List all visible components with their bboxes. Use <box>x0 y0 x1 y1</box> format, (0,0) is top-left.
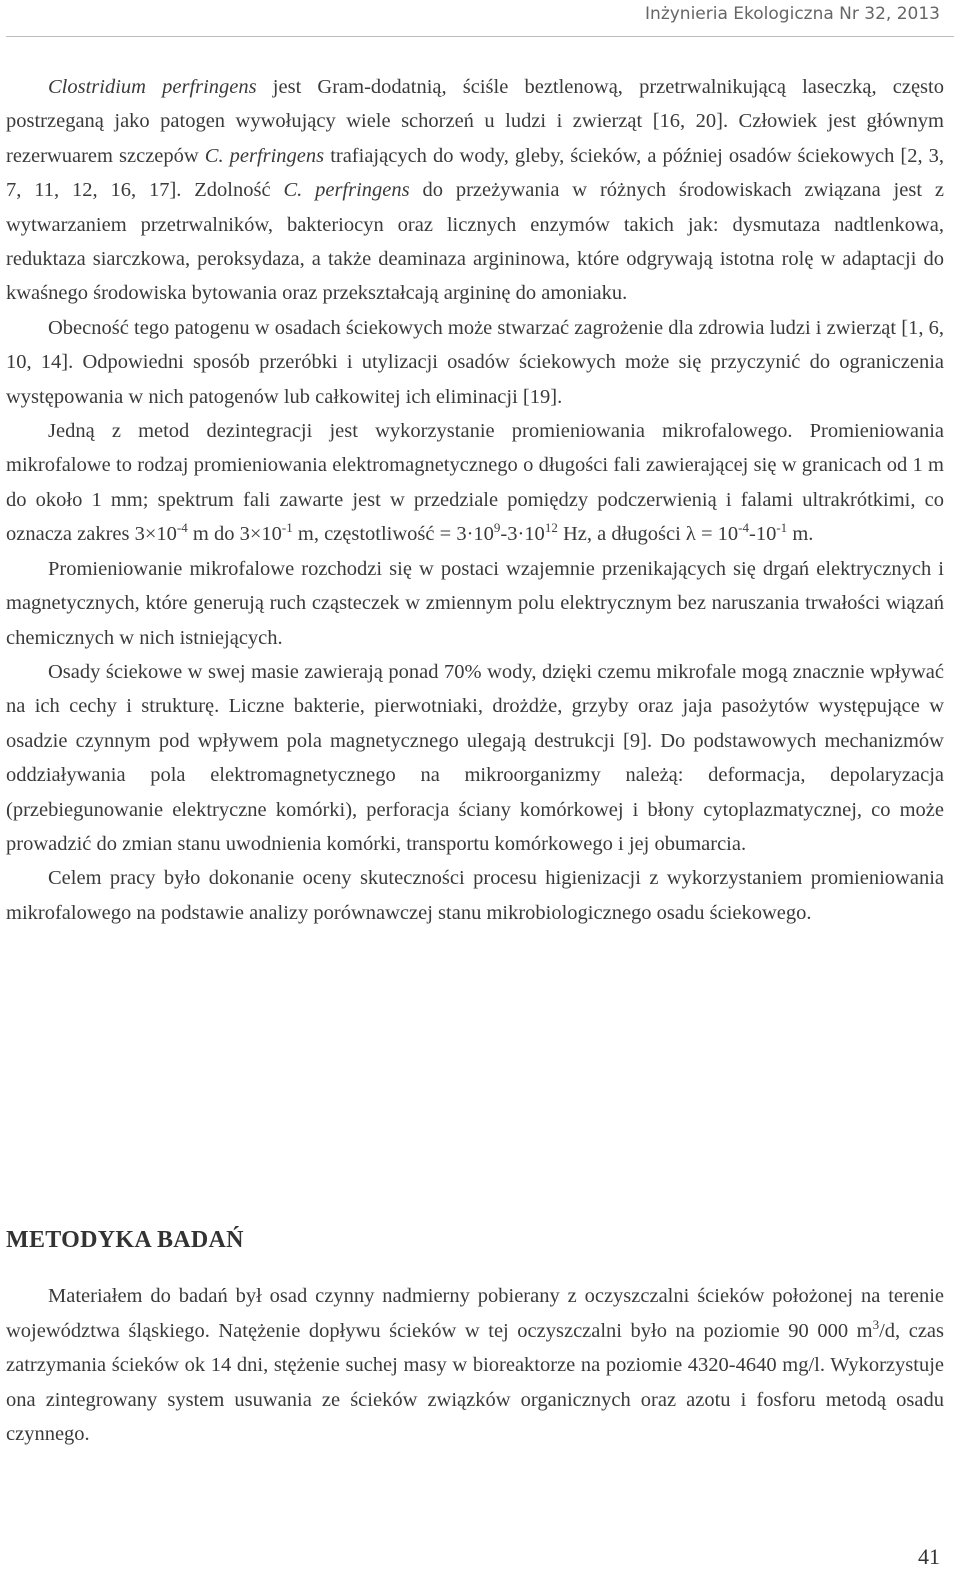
paragraph-text: m. <box>787 523 814 546</box>
exponent: -1 <box>281 520 293 536</box>
species-name: Clostridium perfringens <box>48 76 257 98</box>
paragraph-text: m, częstotliwość = 3·10 <box>292 523 494 546</box>
paragraph-text: /d, czas zatrzymania ścieków ok 14 dni, stężenie suchej masy w bioreaktorze na poziomie 4320-4640 mg/l. Wykorzystuje ona zintegrowany system usuwania ze ścieków związków organicznych oraz azotu i fosforu metodą osadu czynnego. <box>6 1319 944 1446</box>
paragraph-text: -10 <box>749 523 777 546</box>
exponent: 3 <box>872 1316 880 1332</box>
paragraph-text: m do 3×10 <box>187 523 282 546</box>
article-body <box>6 70 944 930</box>
paragraph-text: trafiających do wody, gleby, ścieków, a później osadów ściekowych [2, 3, 7, 11, 12, 16, 17]. Zdolność <box>6 144 945 202</box>
species-name: C. perfringens <box>204 144 325 167</box>
paragraph-text: -3·10 <box>500 523 545 546</box>
header-rule <box>6 36 954 37</box>
section-paragraph-1 <box>6 1279 944 1452</box>
paragraph-5: Osady ściekowe w swej masie zawierają ponad 70% wody, dzięki czemu mikrofale mogą znacznie wpływać na ich cechy i strukturę. Liczne bakterie, pierwotniaki, drożdże, grzyby oraz jaja pasożytów występujące w osadzie czynnym pod wpływem pola magnetycznego ulegają destrukcji [9]. Do podstawowych mechanizmów oddziaływania pola elektromagnetycznego na mikroorganizmy należą: deformacja, depolaryzacja (przebiegunowanie elektryczne komórki), perforacja ściany komórkowej i błony cytoplazmatycznej, co może prowadzić do zmian stanu uwodnienia komórki, transportu komórkowego i jej obumarcia. <box>6 660 944 855</box>
exponent: -4 <box>738 520 750 536</box>
paragraph-text: jest Gram-dodatnią, ściśle beztlenową, przetrwalnikującą laseczką, często postrzeganą jako patogen wywołujący wiele schorzeń u ludzi i zwierząt [16, 20]. Człowiek jest głównym rezerwuarem szczepów <box>6 76 944 167</box>
section-heading: METODYKA BADAŃ <box>6 1227 244 1253</box>
section-body <box>6 1279 944 1452</box>
paragraph-2: Obecność tego patogenu w osadach ściekowych może stwarzać zagrożenie dla zdrowia ludzi i zwierząt [1, 6, 10, 14]. Odpowiedni sposób przeróbki i utylizacji osadów ściekowych może się przyczynić do ograniczenia występowania w nich patogenów lub całkowitej ich eliminacji [19]. <box>6 316 944 408</box>
exponent: -1 <box>776 520 788 536</box>
paragraph-3 <box>6 414 944 552</box>
exponent: 9 <box>493 520 501 536</box>
page-number: 41 <box>918 1544 940 1569</box>
species-name: C. perfringens <box>283 179 410 202</box>
journal-header: Inżynieria Ekologiczna Nr 32, 2013 <box>645 4 940 24</box>
exponent: 12 <box>544 520 558 536</box>
paragraph-1 <box>6 70 944 311</box>
paragraph-text: do przeżywania w różnych środowiskach związana jest z wytwarzaniem przetrwalników, bakteriocyn oraz licznych enzymów takich jak: dysmutaza nadtlenkowa, reduktaza siarczkowa, peroksydaza, a także deaminaza argininowa, które odgrywają istotna rolę w adaptacji do kwaśnego środowiska bytowania oraz przekształcają argininę do amoniaku. <box>6 179 944 305</box>
exponent: -4 <box>176 520 188 536</box>
paragraph-4: Promieniowanie mikrofalowe rozchodzi się w postaci wzajemnie przenikających się drgań elektrycznych i magnetycznych, które generują ruch cząsteczek w zmiennym polu elektrycznym bez naruszania trwałości wiązań chemicznych w nich istniejących. <box>6 557 944 649</box>
paragraph-text: Jedną z metod dezintegracji jest wykorzystanie promieniowania mikrofalowego. Promieniowania mikrofalowe to rodzaj promieniowania elektromagnetycznego o długości fali zawierającej się w granicach od 1 m do około 1 mm; spektrum fali zawarte jest w przedziale pomiędzy podczerwienią i falami ultrakrótkimi, co oznacza zakres 3×10 <box>6 420 944 546</box>
paragraph-6: Celem pracy było dokonanie oceny skuteczności procesu higienizacji z wykorzystaniem promieniowania mikrofalowego na podstawie analizy porównawczej stanu mikrobiologicznego osadu ściekowego. <box>6 867 944 924</box>
paragraph-text: Materiałem do badań był osad czynny nadmierny pobierany z oczyszczalni ścieków położonej na terenie województwa śląskiego. Natężenie dopływu ścieków w tej oczyszczalni było na poziomie 90 000 m <box>6 1285 944 1342</box>
paragraph-text: Hz, a długości λ = 10 <box>557 523 739 546</box>
